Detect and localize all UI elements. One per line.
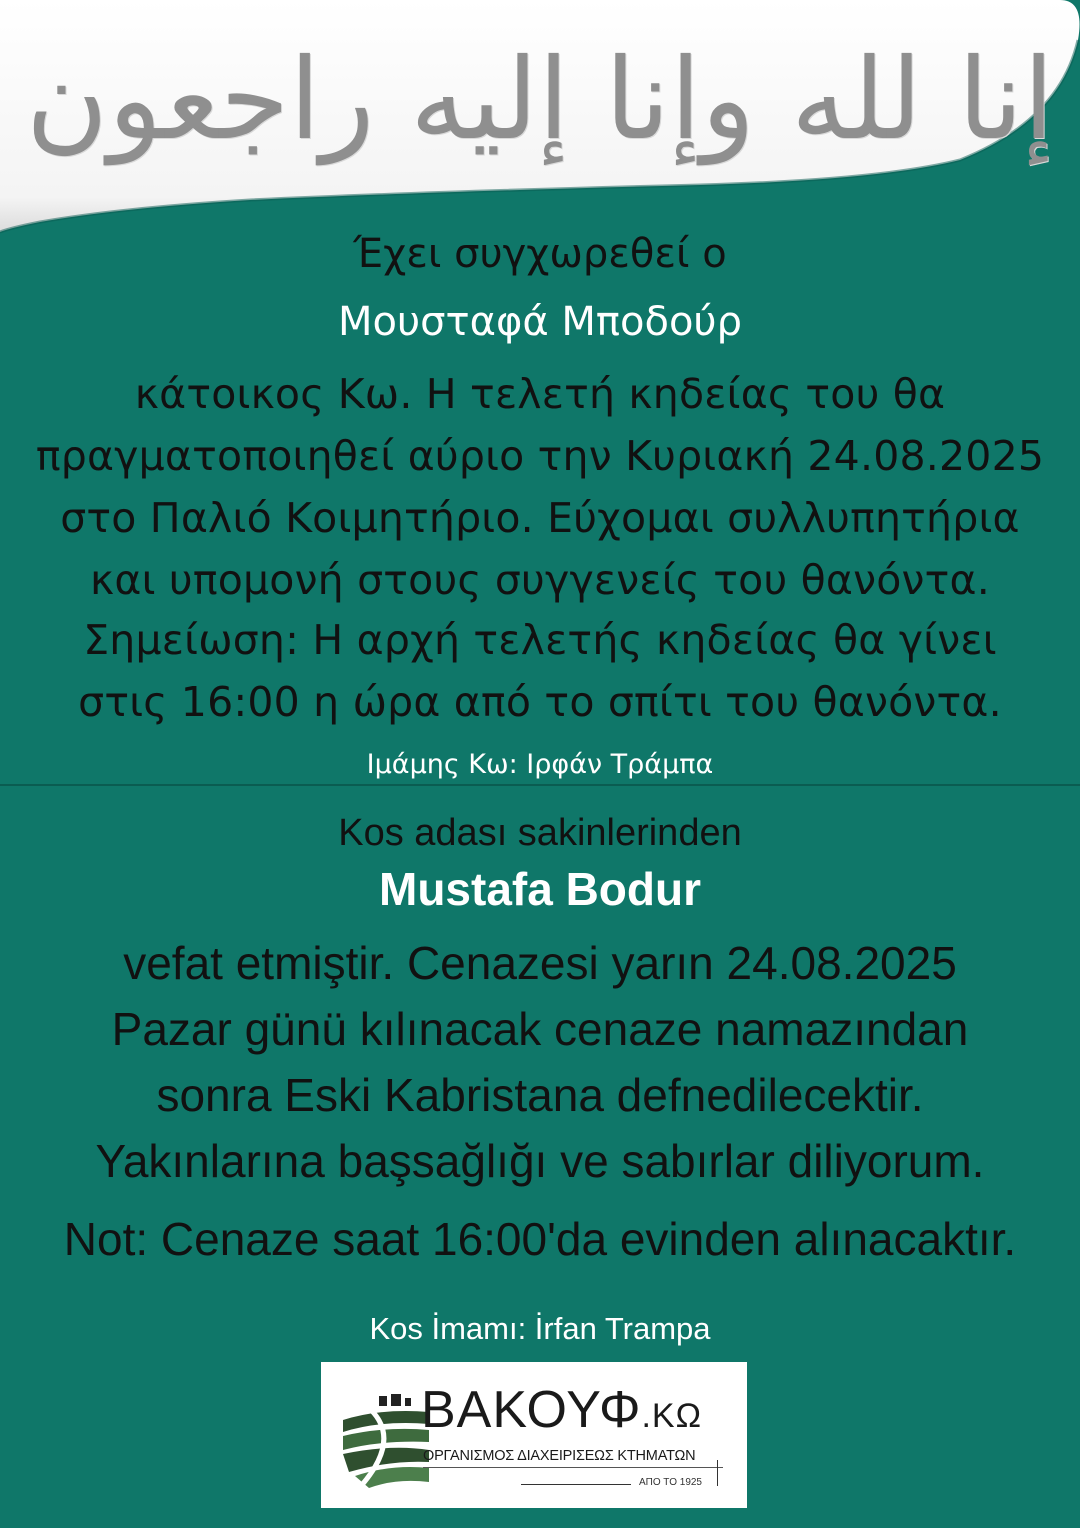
turkish-body-line: vefat etmiştir. Cenazesi yarın 24.08.2025 [123, 937, 957, 989]
logo-since: ΑΠΟ ΤΟ 1925 [639, 1477, 702, 1488]
greek-signature: Ιμάμης Κω: Ιρφάν Τράμπα [366, 749, 714, 780]
greek-body-line: στο Παλιό Κοιμητήριο. Εύχομαι συλλυπητήρια [60, 494, 1020, 542]
greek-body-line: κάτοικος Κω. Η τελετή κηδείας του θα [134, 370, 946, 418]
turkish-body-line: sonra Eski Kabristana defnedilecektir. [156, 1069, 924, 1121]
logo-title-main: ΒΑΚΟΥΦ [421, 1381, 642, 1439]
greek-body-line: πραγματοποιηθεί αύριο την Κυριακή 24.08.2025 [35, 432, 1045, 480]
turkish-note: Not: Cenaze saat 16:00'da evinden alınacaktır. [63, 1213, 1017, 1265]
greek-body-line: και υπομονή στους συγγενείς του θανόντα. [90, 556, 990, 604]
greek-intro: Έχει συγχωρεθεί ο [353, 231, 727, 277]
greek-deceased-name: Μουσταφά Μποδούρ [338, 299, 742, 345]
turkish-body-line: Pazar günü kılınacak cenaze namazından [111, 1003, 969, 1055]
vakouf-logo [321, 1362, 747, 1508]
fields-emblem-icon [341, 1390, 431, 1490]
logo-bracket [717, 1460, 718, 1486]
turkish-signature: Kos İmamı: İrfan Trampa [369, 1311, 711, 1346]
greek-body-line: στις 16:00 η ώρα από το σπίτι του θανόντα. [78, 678, 1002, 726]
logo-underline [423, 1467, 723, 1468]
turkish-body-line: Yakınlarına başsağlığı ve sabırlar diliyorum. [95, 1135, 985, 1187]
logo-subtitle: ΟΡΓΑΝΙΣΜΟΣ ΔΙΑΧΕΙΡΙΣΕΩΣ ΚΤΗΜΑΤΩΝ [423, 1448, 696, 1464]
logo-title [421, 1381, 703, 1439]
header-banner [0, 0, 1080, 250]
section-divider [0, 784, 1080, 786]
turkish-deceased-name: Mustafa Bodur [379, 863, 701, 915]
logo-since-line [521, 1484, 631, 1485]
calligraphy-text: إنا لله وإنا إليه راجعون [25, 35, 1055, 165]
turkish-intro: Kos adası sakinlerinden [338, 812, 742, 854]
logo-title-suffix: .ΚΩ [641, 1397, 703, 1435]
greek-body-line: Σημείωση: Η αρχή τελετής κηδείας θα γίνει [83, 616, 997, 664]
